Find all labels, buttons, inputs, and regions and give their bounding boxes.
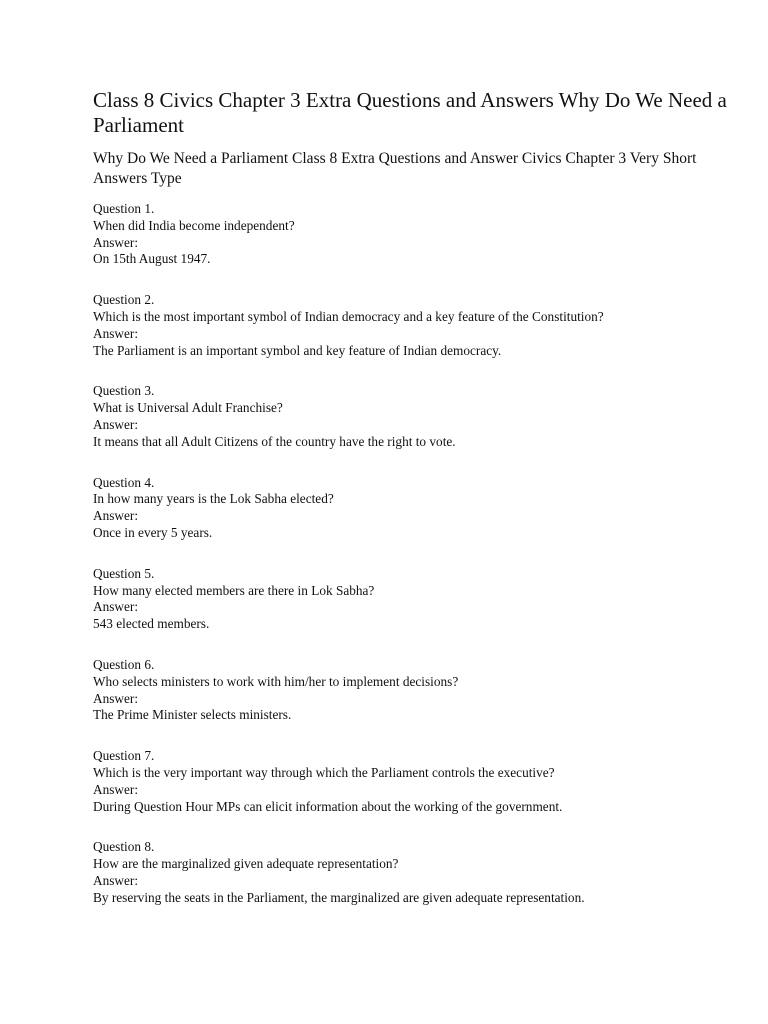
question-number: Question 6. (93, 656, 155, 672)
question-item (93, 839, 733, 906)
answer-text: During Question Hour MPs can elicit information about the working of the government. (93, 798, 563, 814)
answer-text: On 15th August 1947. (93, 251, 211, 267)
question-number: Question 2. (93, 292, 155, 308)
question-number: Question 8. (93, 839, 155, 855)
answer-text: It means that all Adult Citizens of the country have the right to vote. (93, 433, 456, 449)
question-item (93, 292, 733, 359)
question-number: Question 7. (93, 748, 155, 764)
question-text: When did India become independent? (93, 217, 295, 233)
answer-label: Answer: (93, 690, 139, 706)
page-title: Class 8 Civics Chapter 3 Extra Questions and Answers Why Do We Need a Parliament (93, 88, 727, 137)
answer-label: Answer: (93, 599, 139, 615)
question-item (93, 201, 733, 268)
question-list (93, 201, 733, 907)
answer-text: The Parliament is an important symbol and key feature of Indian democracy. (93, 342, 502, 358)
question-item (93, 566, 733, 633)
question-text: What is Universal Adult Franchise? (93, 400, 283, 416)
answer-label: Answer: (93, 416, 139, 432)
answer-label: Answer: (93, 325, 139, 341)
answer-text: 543 elected members. (93, 616, 210, 632)
question-number: Question 1. (93, 201, 155, 216)
question-item (93, 475, 733, 542)
question-text: How are the marginalized given adequate representation? (93, 856, 399, 872)
question-item (93, 748, 733, 815)
answer-text: The Prime Minister selects ministers. (93, 707, 292, 723)
question-number: Question 4. (93, 474, 155, 490)
question-number: Question 3. (93, 383, 155, 399)
question-text: Which is the very important way through which the Parliament controls the executive? (93, 764, 555, 780)
document-page (93, 88, 733, 931)
question-item (93, 383, 733, 450)
page-subtitle: Why Do We Need a Parliament Class 8 Extra Questions and Answer Civics Chapter 3 Very Short Answers Type (93, 150, 697, 187)
question-text: How many elected members are there in Lok Sabha? (93, 582, 375, 598)
question-text: Which is the most important symbol of Indian democracy and a key feature of the Constitution? (93, 308, 604, 324)
answer-label: Answer: (93, 872, 139, 888)
question-item (93, 657, 733, 724)
question-text: Who selects ministers to work with him/her to implement decisions? (93, 673, 459, 689)
answer-text: By reserving the seats in the Parliament, the marginalized are given adequate representation. (93, 889, 585, 905)
question-text: In how many years is the Lok Sabha elected? (93, 491, 334, 507)
answer-label: Answer: (93, 234, 139, 250)
question-number: Question 5. (93, 565, 155, 581)
answer-text: Once in every 5 years. (93, 524, 213, 540)
answer-label: Answer: (93, 508, 139, 524)
answer-label: Answer: (93, 781, 139, 797)
